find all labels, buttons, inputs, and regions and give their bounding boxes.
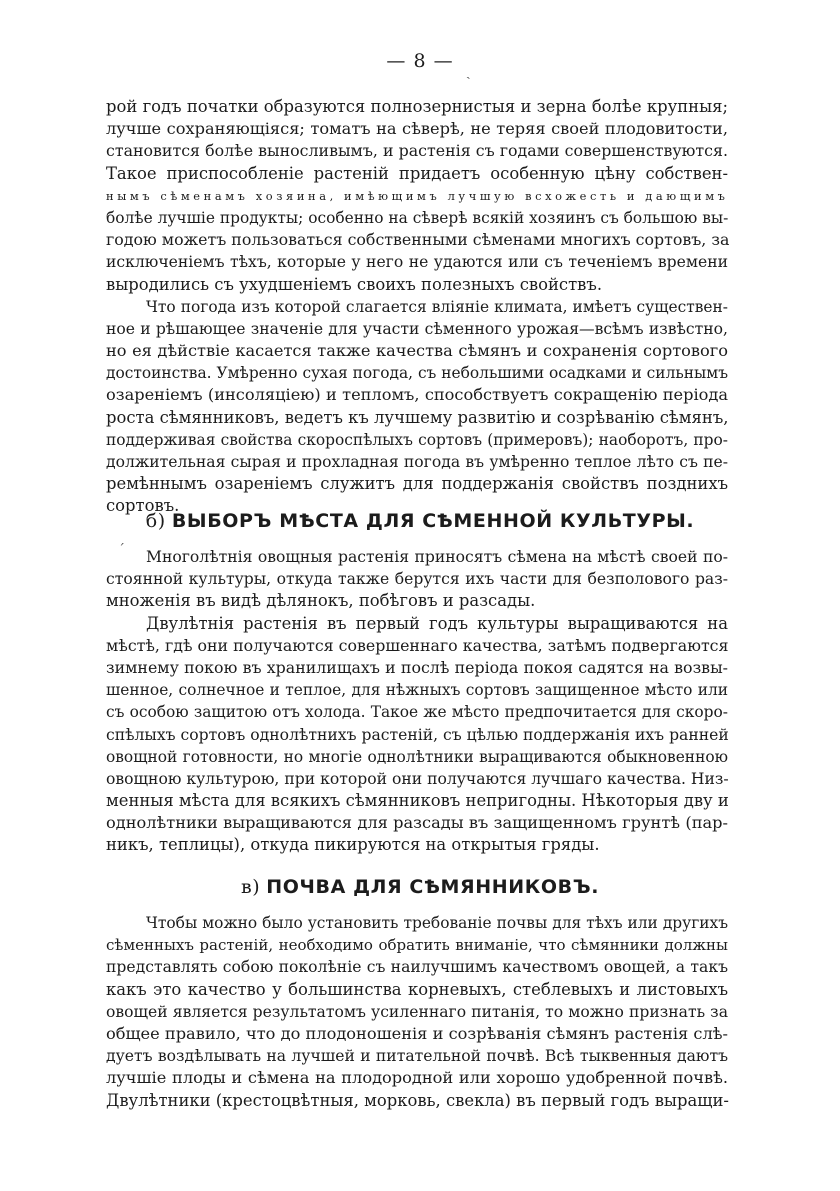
text-line: лучше сохраняющіяся; томатъ на сѣверѣ, не теряя своей плодовитости, [106,119,728,139]
heading-title: ПОЧВА ДЛЯ СѢМЯННИКОВЪ. [266,876,600,898]
text-line: дуетъ воздѣлывать на лучшей и питательной почвѣ. Всѣ тыквенныя даютъ [106,1047,728,1066]
text-line: достоинства. Умѣренно сухая погода, съ небольшими осадками и сильнымъ [106,364,728,383]
text-line: исключеніемъ тѣхъ, которые у него не удаются или съ теченіемъ времени [106,253,728,272]
text-line: Чтобы можно было установить требованіе почвы для тѣхъ или другихъ [146,914,728,932]
text-line: нымъ сѣменамъ хозяина, имѣющимъ лучшую всхожесть и дающимъ [106,188,729,203]
text-line: спѣлыхъ сортовъ однолѣтнихъ растеній, съ цѣлью поддержанія ихъ ранней [106,725,729,744]
text-line: менныя мѣста для всякихъ сѣмянниковъ непригодны. Нѣкоторыя дву и [106,791,729,811]
text-line: лучшіе плоды и сѣмена на плодородной или хорошо удобренной почвѣ. [106,1068,728,1088]
text-line: ное и рѣшающее значеніе для участи сѣменного урожая—всѣмъ извѣстно, [106,319,728,338]
text-line: стоянной культуры, откуда также берутся ихъ части для безполового раз- [106,570,728,589]
section-heading-b [0,510,840,532]
section-c-text [106,912,728,1112]
text-line: овощей является результатомъ усиленнаго питанія, то можно признать за [106,1002,728,1021]
text-line: Двулѣтники (крестоцвѣтныя, морковь, свекла) въ первый годъ выращи- [106,1090,729,1110]
text-line: съ особою защитою отъ холода. Такое же мѣсто предпочитается для скоро- [106,703,728,722]
text-line: годою можетъ пользоваться собственными сѣменами многихъ сортовъ, за [106,230,730,250]
text-line: ремѣннымъ озареніемъ служитъ для поддержанія свойствъ позднихъ [106,474,728,494]
text-line: Двулѣтнія растенія въ первый годъ культуры выращиваются на [146,613,728,633]
text-line: болѣе лучшіе продукты; особенно на сѣверѣ всякій хозяинъ съ большою вы- [106,208,729,227]
text-line: овощною культурою, при которой они получаются лучшаго качества. Низ- [106,769,729,788]
text-line: Такое приспособленіе растеній придаетъ особенную цѣну собствен- [106,163,728,183]
text-line: становится болѣе выносливымъ, и растенія съ годами совершенствуются. [106,141,728,161]
section-heading-c [0,876,840,898]
text-line: Что погода изъ которой слагается вліяніе климата, имѣетъ существен- [146,297,728,316]
text-line: озареніемъ (инсоляціею) и тепломъ, способствуетъ сокращенію періода [106,385,728,405]
text-line: сортовъ. [106,496,180,516]
text-line: никъ, теплицы), откуда пикируются на открытыя гряды. [106,835,600,855]
text-line: множенія въ видѣ дѣлянокъ, побѣговъ и разсады. [106,591,536,611]
text-line: сѣменныхъ растеній, необходимо обратить вниманіе, что сѣмянники должны [106,936,728,955]
text-line: Многолѣтнія овощныя растенія приносятъ сѣмена на мѣстѣ своей по- [146,548,728,566]
page-number: — 8 — [386,50,454,72]
text-line: представлять собою поколѣніе съ наилучшимъ качествомъ овощей, а такъ [106,958,728,977]
text-line: поддерживая свойства скороспѣлыхъ сортовъ (примеровъ); наоборотъ, про- [106,430,728,449]
text-line: однолѣтники выращиваются для разсады въ защищенномъ грунтѣ (пар- [106,813,728,833]
text-line: но ея дѣйствіе касается также качества сѣмянъ и сохраненія сортового [106,341,728,361]
text-line: общее правило, что до плодоношенія и созрѣванія сѣмянъ растенія слѣ- [106,1023,728,1043]
text-line: роста сѣмянниковъ, ведетъ къ лучшему развитію и созрѣванію сѣмянъ, [106,407,729,427]
text-line: рой годъ початки образуются полнозернистыя и зерна болѣе крупныя; [106,97,728,116]
pencil-mark: ˎ [466,64,471,80]
text-line: овощной готовности, но многіе однолѣтники выращиваются обыкновенною [106,747,728,766]
text-line: шенное, солнечное и теплое, для нѣжныхъ сортовъ защищенное мѣсто или [106,681,728,700]
heading-title: ВЫБОРЪ МѢСТА ДЛЯ СѢМЕННОЙ КУЛЬТУРЫ. [171,510,695,532]
section-b-text [106,546,728,857]
text-line: выродились съ ухудшеніемъ своихъ полезныхъ свойствъ. [106,274,603,294]
text-line: какъ это качество у большинства корневыхъ, стеблевыхъ и листовыхъ [106,979,728,999]
text-line: зимнему покою въ хранилищахъ и послѣ періода покоя садятся на возвы- [106,657,728,677]
text-line: должительная сырая и прохладная погода въ умѣренно теплое лѣто съ пе- [106,453,728,471]
pencil-mark: ˊ [118,542,125,558]
section-a-text [106,96,728,518]
heading-prefix: б) [145,510,166,532]
heading-prefix: в) [240,876,261,898]
text-line: мѣстѣ, гдѣ они получаются совершеннаго качества, затѣмъ подвергаются [106,635,729,655]
